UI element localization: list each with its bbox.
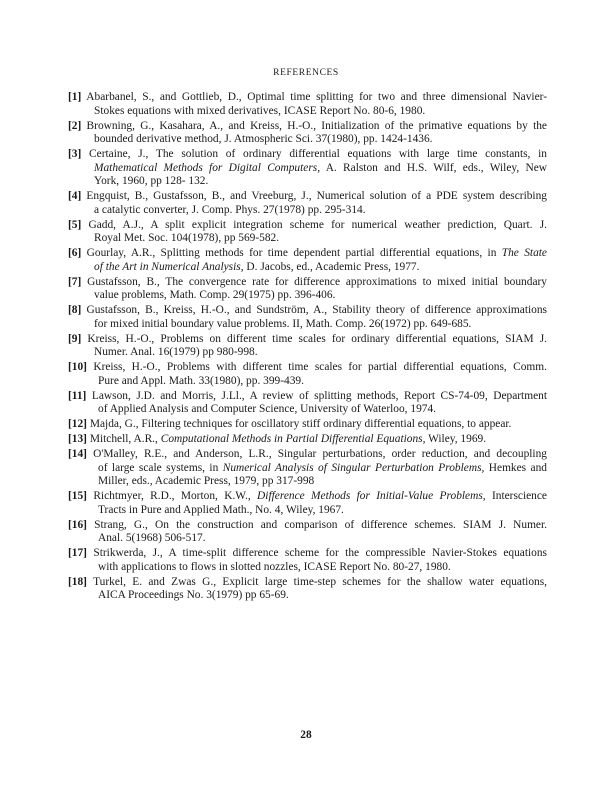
reference-text: of large scale systems, in — [98, 461, 223, 474]
reference-number: [4] — [68, 190, 82, 202]
reference-text: Interscience — [485, 490, 547, 502]
reference-text: Stokes equations with mixed derivatives, ICASE Report No. 80-6, 1980. — [94, 104, 426, 117]
reference-line — [68, 375, 547, 389]
reference-line — [68, 91, 547, 105]
reference-text: Numer. Anal. 16(1979) pp 980-998. — [94, 346, 258, 358]
reference-text: of Applied Analysis and Computer Science, University of Waterloo, 1974. — [98, 403, 437, 415]
reference-number: [18] — [68, 575, 87, 588]
reference-line — [68, 133, 547, 147]
reference-line — [68, 390, 547, 404]
reference-number: [14] — [68, 448, 87, 460]
reference-line — [68, 333, 547, 347]
reference-text: Browning, G., Kasahara, A., and Kreiss, H.-O., Initialization of the primative equations by the — [86, 119, 547, 132]
reference-line — [68, 346, 547, 360]
reference-line — [68, 361, 547, 375]
reference-number: [10] — [68, 361, 87, 373]
reference-text: value problems, Math. Comp. 29(1975) pp. 396-406. — [94, 289, 336, 301]
reference-line — [68, 261, 547, 275]
reference-line — [68, 162, 547, 176]
reference-item — [68, 576, 547, 603]
reference-line — [68, 490, 547, 504]
reference-text: Gustafsson, B., The convergence rate for difference approximations to mixed initial boundary — [87, 275, 547, 288]
reference-text: A. Ralston and H.S. Wilf, eds., Wiley, New — [320, 161, 547, 174]
reference-line — [68, 190, 547, 204]
reference-line — [68, 576, 547, 590]
reference-line — [68, 433, 547, 447]
reference-line — [68, 219, 547, 233]
reference-item — [68, 148, 547, 189]
reference-text: York, 1960, pp 128- 132. — [94, 175, 209, 187]
reference-item — [68, 190, 547, 217]
reference-item — [68, 519, 547, 546]
reference-text: Anal. 5(1968) 506-517. — [98, 532, 206, 544]
reference-item — [68, 276, 547, 303]
reference-text: Lawson, J.D. and Morris, J.Ll., A review of splitting methods, Report CS-74-09, Department — [91, 389, 547, 402]
reference-text: a catalytic converter, J. Comp. Phys. 27(1978) pp. 295-314. — [94, 203, 366, 216]
reference-title-italic: Computational Methods in Partial Differential Equations, — [160, 433, 426, 445]
reference-item — [68, 91, 547, 118]
page-title: REFERENCES — [273, 68, 339, 78]
reference-line — [68, 532, 547, 546]
reference-line — [68, 148, 547, 162]
reference-line — [68, 418, 547, 432]
reference-line — [68, 504, 547, 518]
reference-line — [68, 120, 547, 134]
reference-line — [68, 448, 547, 462]
page-number: 28 — [300, 729, 312, 741]
reference-title-italic: The State — [501, 247, 547, 259]
reference-line — [68, 318, 547, 332]
reference-number: [8] — [68, 304, 82, 316]
reference-list — [68, 91, 547, 604]
reference-number: [2] — [68, 119, 82, 132]
reference-line — [68, 403, 547, 417]
reference-item — [68, 120, 547, 147]
reference-item — [68, 361, 547, 388]
reference-text: Gadd, A.J., A split explicit integration scheme for numerical weather prediction, Quart. J. — [88, 218, 547, 231]
reference-text: Miller, eds., Academic Press, 1979, pp 317-998 — [98, 475, 315, 487]
reference-text: Turkel, E. and Zwas G., Explicit large time-step schemes for the shallow water equations, — [93, 575, 547, 588]
reference-text: Certaine, J., The solution of ordinary differential equations with large time constants, in — [89, 148, 547, 160]
reference-text: Hemkes and — [484, 461, 547, 474]
reference-text: Abarbanel, S., and Gottlieb, D., Optimal time splitting for two and three dimensional Navier- — [86, 91, 547, 103]
reference-line — [68, 475, 547, 489]
reference-text: O'Malley, R.E., and Anderson, L.R., Singular perturbations, order reduction, and decoupling — [93, 448, 547, 460]
reference-number: [15] — [68, 490, 87, 502]
reference-text: bounded derivative method, J. Atmospheric Sci. 37(1980), pp. 1424-1436. — [94, 133, 433, 145]
reference-item — [68, 547, 547, 574]
reference-text: Pure and Appl. Math. 33(1980), pp. 399-439. — [98, 374, 304, 387]
reference-item — [68, 304, 547, 331]
reference-number: [1] — [68, 91, 82, 103]
reference-title-italic: Difference Methods for Initial-Value Problems, — [257, 490, 486, 502]
reference-text: D. Jacobs, ed., Academic Press, 1977. — [243, 260, 420, 273]
reference-item — [68, 333, 547, 360]
reference-line — [68, 561, 547, 575]
reference-item — [68, 448, 547, 489]
reference-number: [16] — [68, 518, 87, 531]
reference-number: [17] — [68, 547, 87, 559]
reference-item — [68, 418, 547, 432]
reference-number: [3] — [68, 148, 82, 160]
reference-text: Engquist, B., Gustafsson, B., and Vreeburg, J., Numerical solution of a PDE system describing — [86, 190, 547, 202]
reference-text: Royal Met. Soc. 104(1978), pp 569-582. — [94, 232, 280, 244]
reference-text: Mitchell, A.R., — [89, 433, 161, 445]
reference-line — [68, 276, 547, 290]
reference-text: Tracts in Pure and Applied Math., No. 4, Wiley, 1967. — [98, 503, 344, 516]
reference-text: Kreiss, H.-O., Problems with different time scales for partial differential equations, Comm. — [93, 361, 547, 373]
reference-text: AICA Proceedings No. 3(1979) pp 65-69. — [98, 589, 289, 601]
reference-line — [68, 462, 547, 476]
reference-text: Majda, G., Filtering techniques for oscillatory stiff ordinary differential equations, to appear. — [89, 418, 512, 430]
reference-line — [68, 547, 547, 561]
reference-text: Kreiss, H.-O., Problems on different time scales for ordinary differential equations, SIAM J. — [87, 332, 547, 345]
reference-title-italic: Mathematical Methods for Digital Computers, — [94, 161, 321, 174]
reference-line — [68, 289, 547, 303]
reference-line — [68, 105, 547, 119]
reference-item — [68, 390, 547, 417]
reference-text: with applications to flows in slotted nozzles, ICASE Report No. 80-27, 1980. — [98, 560, 451, 573]
reference-number: [5] — [68, 218, 82, 231]
reference-line — [68, 589, 547, 603]
reference-item — [68, 247, 547, 274]
reference-item — [68, 219, 547, 246]
reference-item — [68, 433, 547, 447]
reference-line — [68, 175, 547, 189]
reference-text: Gourlay, A.R., Splitting methods for time dependent partial differential equations, in — [86, 247, 502, 259]
reference-number: [6] — [68, 247, 82, 259]
reference-line — [68, 519, 547, 533]
reference-number: [13] — [68, 433, 87, 445]
reference-title-italic: of the Art in Numerical Analysis, — [94, 260, 244, 273]
reference-title-italic: Numerical Analysis of Singular Perturbation Problems, — [222, 461, 485, 474]
reference-line — [68, 204, 547, 218]
reference-number: [9] — [68, 332, 82, 345]
reference-line — [68, 247, 547, 261]
reference-text: Strang, G., On the construction and comparison of difference schemes. SIAM J. Numer. — [94, 518, 547, 531]
reference-number: [7] — [68, 275, 82, 288]
reference-number: [12] — [68, 418, 87, 430]
reference-number: [11] — [68, 389, 87, 402]
reference-text: Wiley, 1969. — [425, 433, 487, 445]
reference-text: Gustafsson, B., Kreiss, H.-O., and Sundström, A., Stability theory of difference approximations — [86, 304, 547, 316]
reference-text: Strikwerda, J., A time-split difference scheme for the compressible Navier-Stokes equations — [93, 547, 547, 559]
reference-line — [68, 304, 547, 318]
reference-text: for mixed initial boundary value problems. II, Math. Comp. 26(1972) pp. 649-685. — [94, 317, 472, 330]
reference-line — [68, 232, 547, 246]
reference-text: Richtmyer, R.D., Morton, K.W., — [93, 490, 258, 502]
reference-item — [68, 490, 547, 517]
